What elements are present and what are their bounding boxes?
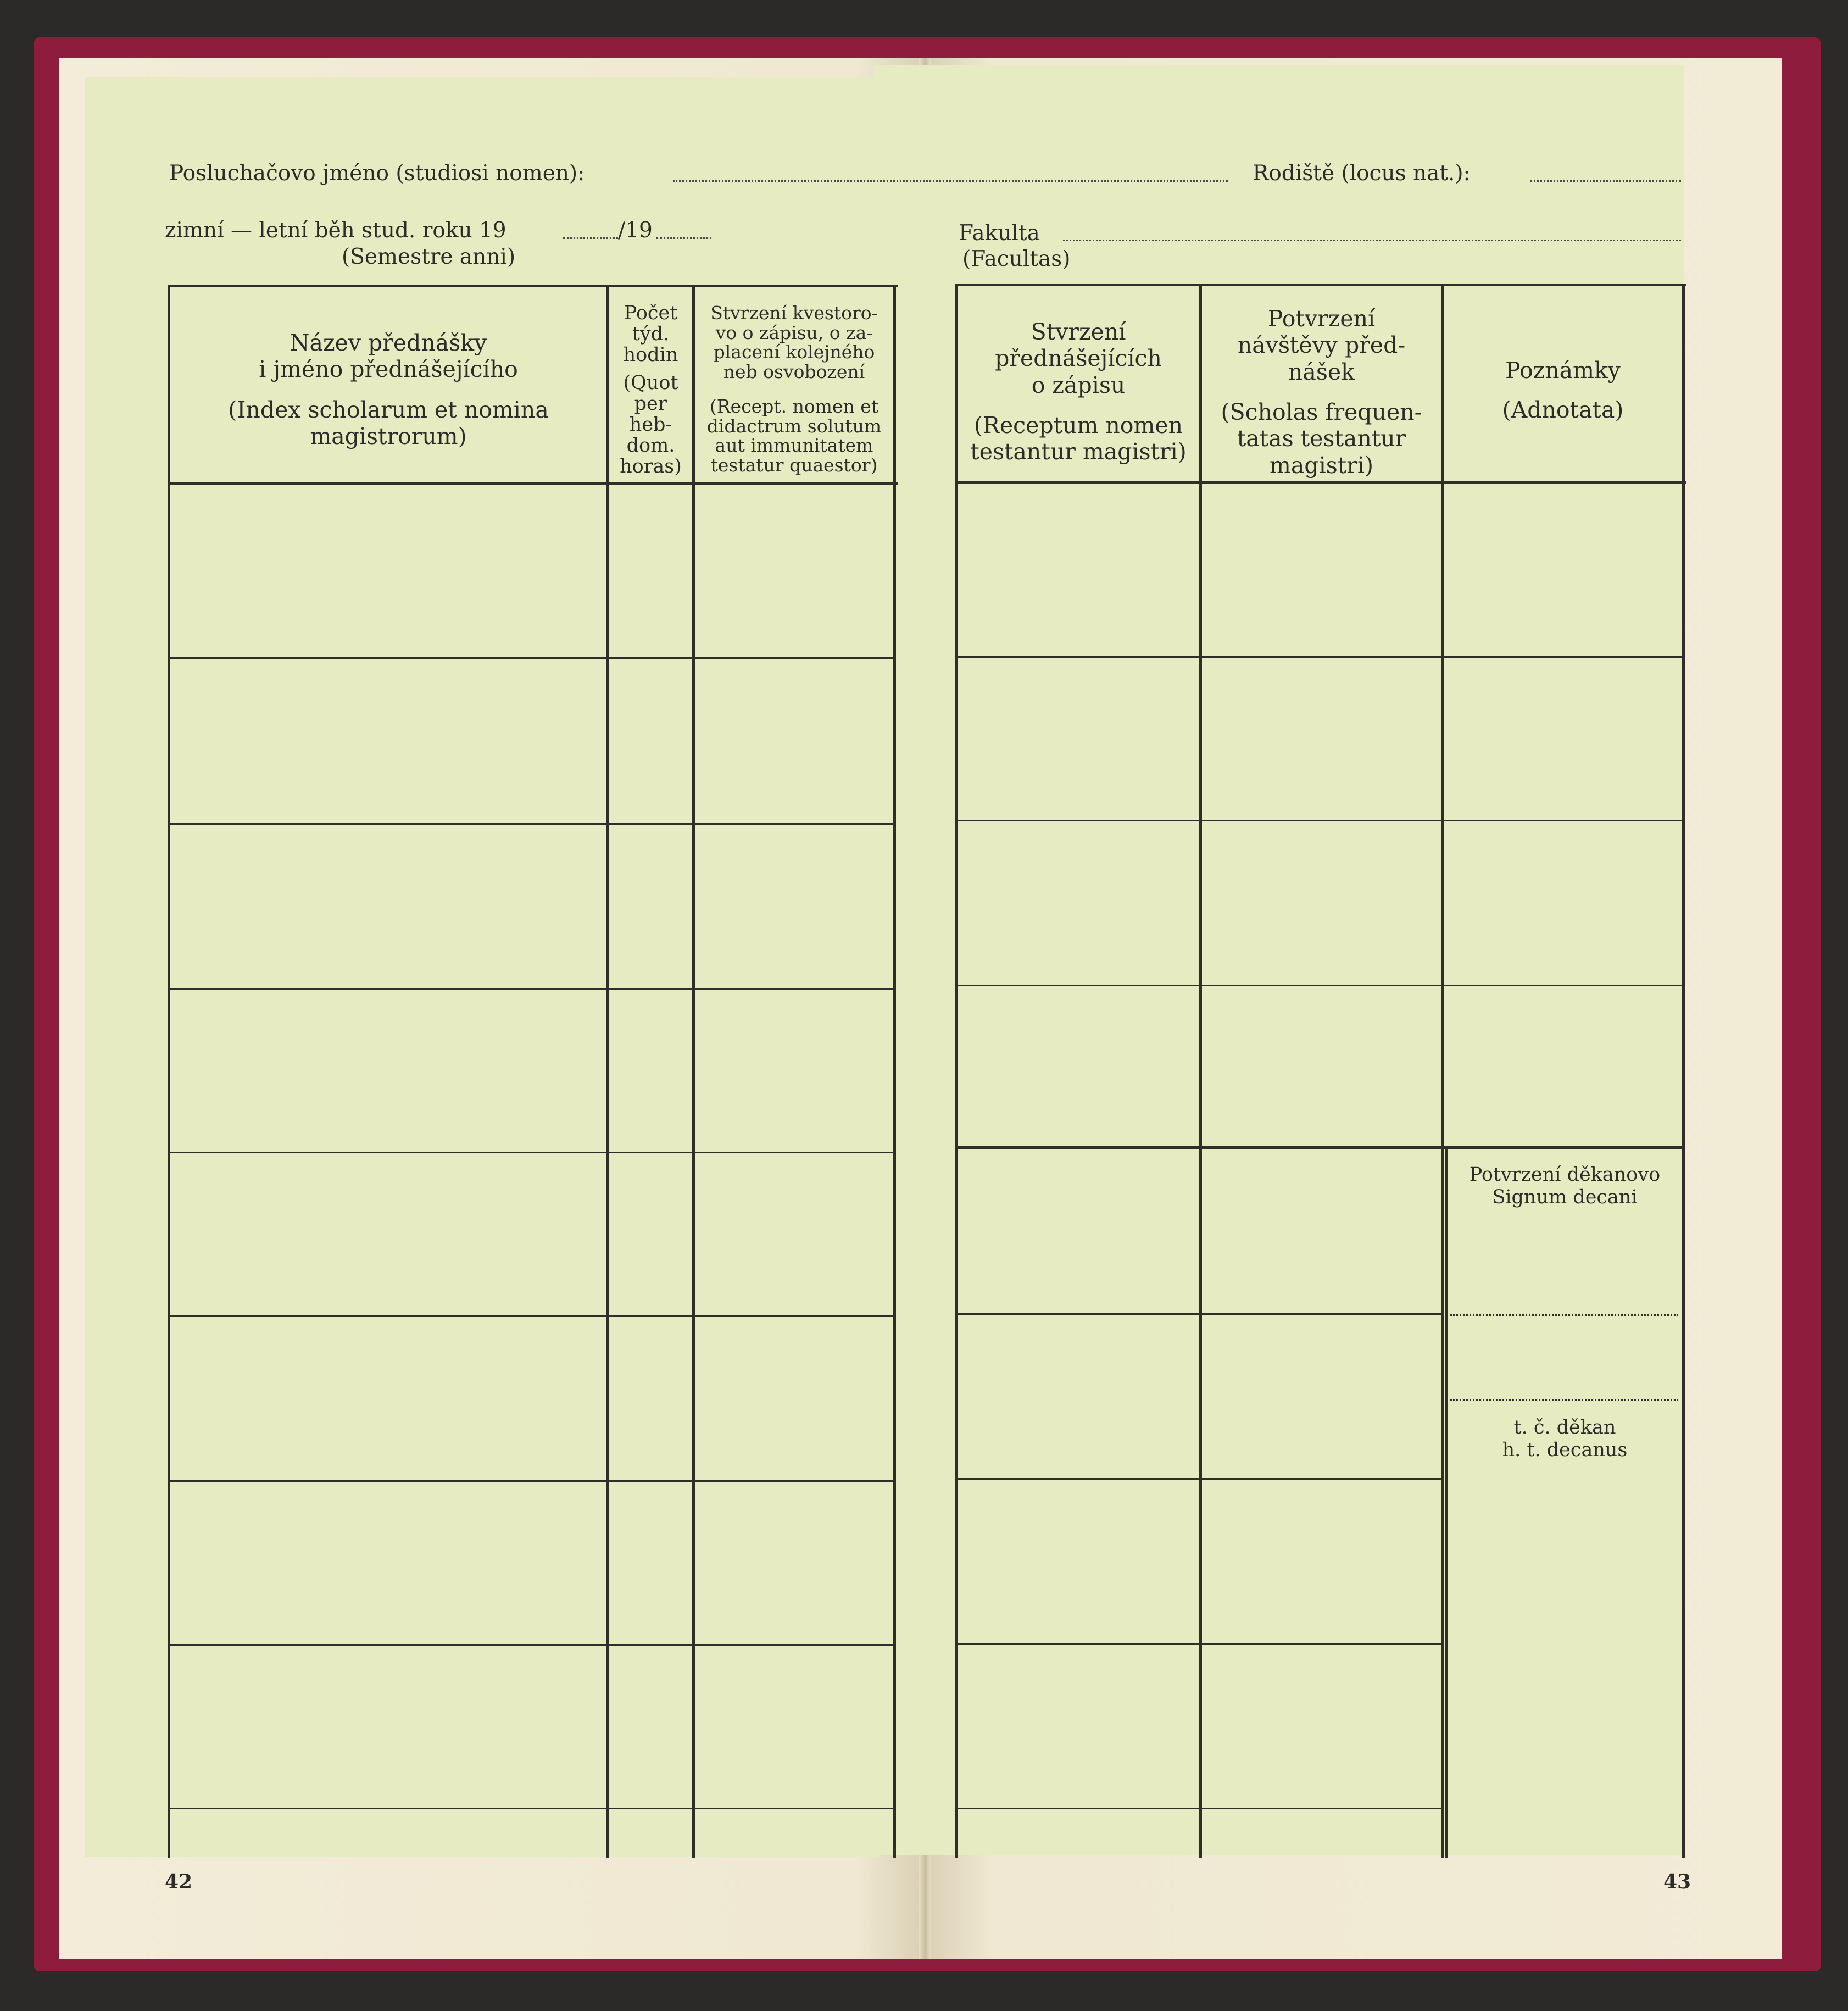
right-row-line xyxy=(955,820,1684,821)
notes-header: Poznámky xyxy=(1505,357,1621,384)
semester-year-from-field[interactable] xyxy=(563,237,618,239)
dean-box-left-border xyxy=(1445,1146,1448,1858)
hours-header: Počet týd. hodin (Quot per heb- dom. horas) xyxy=(620,302,682,477)
faculty-field[interactable] xyxy=(1063,240,1681,241)
faculty-latin: (Facultas) xyxy=(962,247,1071,271)
dean-box-signature-caption: t. č. děkan h. t. decanus xyxy=(1502,1416,1628,1462)
right-row-line xyxy=(955,1478,1444,1480)
student-name-label: Posluchačovo jméno (studiosi nomen): xyxy=(169,161,585,186)
left-row-line xyxy=(168,657,896,659)
right-col-divider-1 xyxy=(1199,284,1202,1858)
left-table-header-border xyxy=(168,482,898,485)
quaestor-latin: (Recept. nomen et didactrum solutum aut immunitatem testatur quaestor) xyxy=(706,396,882,476)
left-col-divider-2 xyxy=(692,285,695,1858)
left-row-line xyxy=(168,1315,896,1317)
semester-slash: /19 xyxy=(618,218,653,243)
notes-latin: (Adnotata) xyxy=(1502,397,1624,423)
page-number-left: 42 xyxy=(165,1870,193,1893)
left-table-left-border xyxy=(168,285,170,1858)
left-row-line xyxy=(168,988,896,990)
left-row-line xyxy=(168,1152,896,1153)
right-row-line xyxy=(955,1808,1444,1809)
dean-stamp-line[interactable] xyxy=(1450,1399,1678,1401)
faculty-label: Fakulta xyxy=(959,221,1040,246)
right-row-line xyxy=(955,1313,1444,1315)
right-row-line xyxy=(955,656,1684,658)
semester-year-to-field[interactable] xyxy=(656,237,711,239)
dean-signature-line[interactable] xyxy=(1450,1314,1678,1316)
left-row-line xyxy=(168,1480,896,1482)
right-col-divider-2 xyxy=(1441,284,1444,1858)
attendance-latin: (Scholas frequen- tatas testantur magistri) xyxy=(1221,399,1422,479)
semester-latin: (Semestre anni) xyxy=(342,245,516,269)
left-row-line xyxy=(168,823,896,825)
left-row-line xyxy=(168,1644,896,1646)
left-table-top-border xyxy=(168,285,898,287)
semester-label: zimní — letní běh stud. roku 19 xyxy=(165,218,506,243)
right-table-right-border xyxy=(1682,284,1685,1858)
right-row-line xyxy=(955,985,1684,986)
attendance-header: Potvrzení návštěvy před- nášek xyxy=(1237,305,1406,385)
right-table-left-border xyxy=(955,284,958,1858)
lecturers-confirm-latin: (Receptum nomen testantur magistri) xyxy=(970,412,1187,465)
left-row-line xyxy=(168,1808,896,1809)
student-name-field[interactable] xyxy=(673,180,1228,182)
quaestor-header: Stvrzení kvestoro- vo o zápisu, o za- placení kolejného neb osvobození xyxy=(710,302,878,382)
lecture-title-latin: (Index scholarum et nomina magistrorum) xyxy=(228,397,549,450)
left-table-right-border xyxy=(893,285,896,1858)
page-number-right: 43 xyxy=(1663,1870,1691,1893)
right-row-line xyxy=(955,1643,1444,1645)
right-table-header-border xyxy=(955,481,1686,484)
dean-box-title: Potvrzení děkanovo Signum decani xyxy=(1469,1164,1661,1209)
right-table-top-border xyxy=(955,284,1686,286)
birthplace-field[interactable] xyxy=(1530,180,1681,182)
lecture-title-header: Název přednášky i jméno přednášejícího xyxy=(259,330,518,383)
right-row-line xyxy=(955,1146,1684,1149)
birthplace-label: Rodiště (locus nat.): xyxy=(1253,161,1471,186)
left-col-divider-1 xyxy=(606,285,609,1858)
lecturers-confirm-header: Stvrzení přednášejících o zápisu xyxy=(995,319,1162,398)
